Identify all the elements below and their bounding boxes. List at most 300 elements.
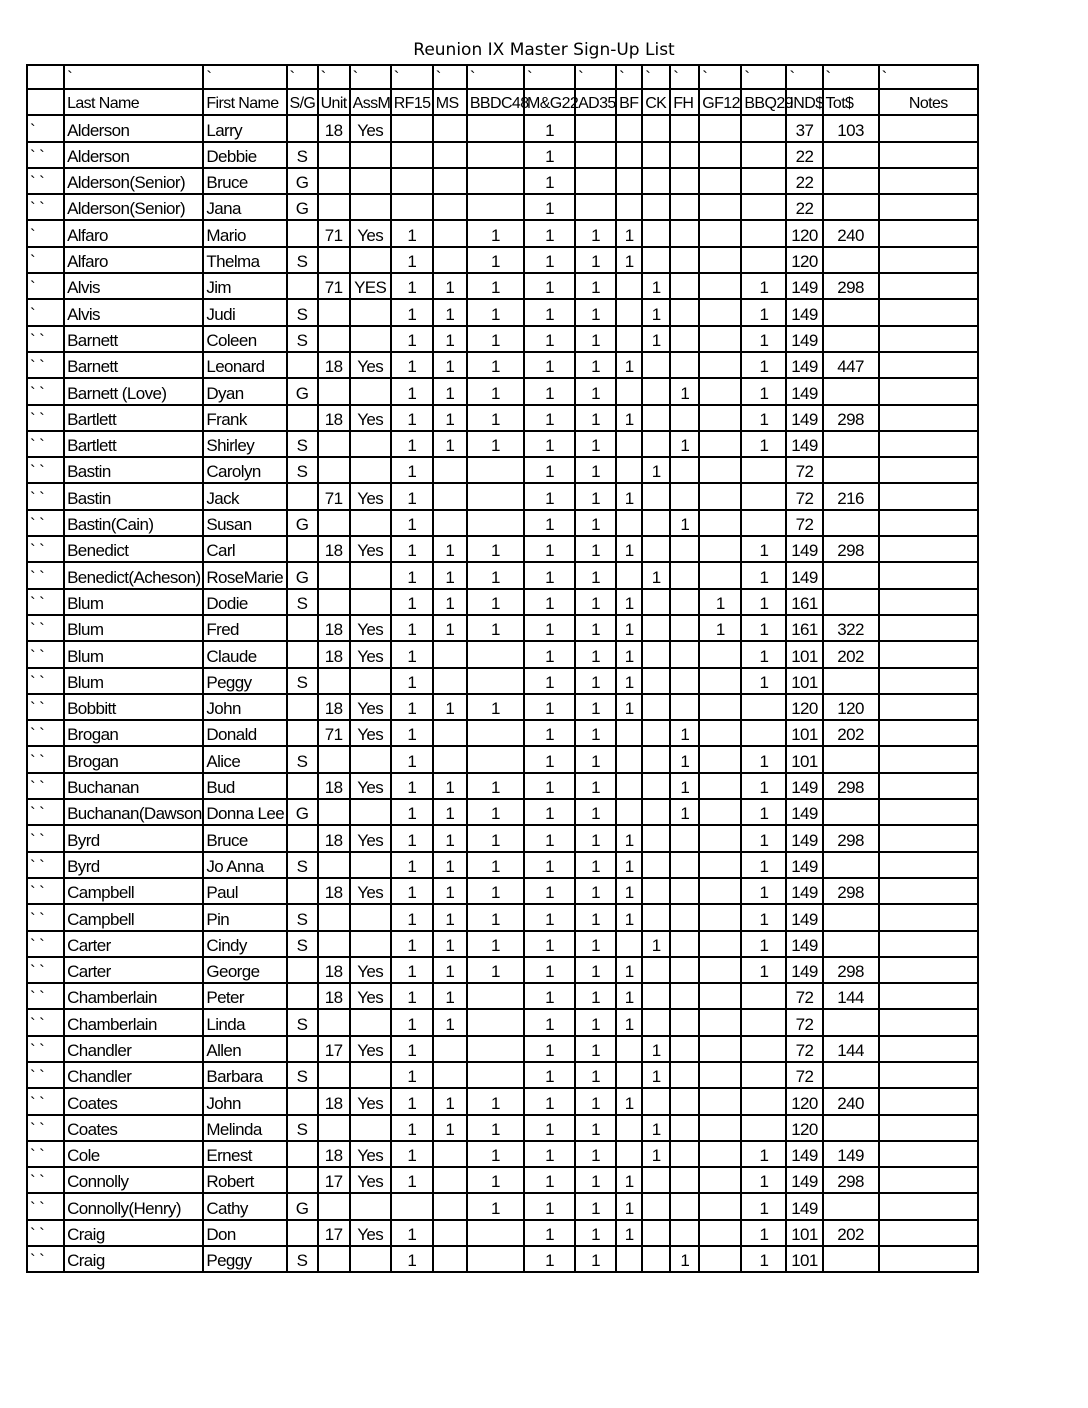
table-cell (287, 641, 318, 667)
table-cell (879, 220, 978, 246)
table-cell: RoseMarie (203, 562, 286, 588)
table-cell: 22 (786, 194, 822, 220)
table-cell (350, 904, 391, 930)
table-cell: ` (27, 299, 64, 325)
table-cell: 1 (524, 536, 575, 562)
table-cell: 72 (786, 483, 822, 509)
table-cell: 1 (391, 1009, 433, 1035)
table-cell: 149 (823, 1141, 879, 1167)
table-cell (823, 247, 879, 273)
column-header: BF (616, 89, 642, 115)
table-cell: S (287, 431, 318, 457)
column-header: CK (642, 89, 670, 115)
table-cell (879, 1167, 978, 1193)
table-cell (670, 352, 699, 378)
table-cell (699, 431, 741, 457)
table-cell: Connolly (64, 1167, 203, 1193)
table-cell: 1 (524, 352, 575, 378)
table-cell: 240 (823, 1088, 879, 1114)
table-cell: Bartlett (64, 431, 203, 457)
table-cell: Alderson (64, 142, 203, 168)
table-row (27, 904, 978, 930)
blank-cell: ` (350, 65, 391, 89)
table-cell (350, 431, 391, 457)
table-cell: 1 (575, 510, 616, 536)
table-cell: 1 (642, 1062, 670, 1088)
table-cell (616, 773, 642, 799)
table-cell: Blum (64, 668, 203, 694)
table-cell (642, 378, 670, 404)
table-cell: 1 (524, 852, 575, 878)
table-cell: 1 (391, 694, 433, 720)
table-row (27, 1088, 978, 1114)
table-cell: 1 (741, 878, 786, 904)
table-cell (467, 1036, 524, 1062)
table-cell: ` ` (27, 194, 64, 220)
table-row (27, 1193, 978, 1219)
table-cell (699, 641, 741, 667)
table-cell: 298 (823, 825, 879, 851)
table-cell: Bastin(Cain) (64, 510, 203, 536)
table-cell (318, 931, 350, 957)
table-cell (433, 746, 467, 772)
table-cell (467, 142, 524, 168)
table-row (27, 878, 978, 904)
table-cell: Leonard (203, 352, 286, 378)
table-cell: S (287, 142, 318, 168)
table-cell: 1 (524, 299, 575, 325)
table-cell: Susan (203, 510, 286, 536)
table-cell: Yes (350, 220, 391, 246)
table-cell (670, 589, 699, 615)
table-cell: 149 (786, 299, 822, 325)
table-cell (642, 878, 670, 904)
table-row (27, 799, 978, 825)
table-cell: 1 (433, 931, 467, 957)
table-cell (467, 457, 524, 483)
table-cell (699, 799, 741, 825)
table-cell (741, 1009, 786, 1035)
column-header: GF12 (699, 89, 741, 115)
table-cell: Shirley (203, 431, 286, 457)
table-cell: 1 (433, 852, 467, 878)
table-cell (350, 1062, 391, 1088)
table-cell (699, 720, 741, 746)
table-cell (318, 247, 350, 273)
table-row (27, 1115, 978, 1141)
table-cell: 120 (786, 247, 822, 273)
table-cell (287, 483, 318, 509)
table-cell: 1 (699, 589, 741, 615)
table-cell: Cathy (203, 1193, 286, 1219)
table-row (27, 405, 978, 431)
table-cell (699, 1167, 741, 1193)
table-cell: 1 (524, 773, 575, 799)
table-cell: 1 (467, 957, 524, 983)
table-cell: 149 (786, 405, 822, 431)
table-row (27, 1036, 978, 1062)
table-cell: Yes (350, 536, 391, 562)
table-cell (699, 1141, 741, 1167)
table-cell (287, 1141, 318, 1167)
table-cell: 1 (524, 273, 575, 299)
table-cell: 18 (318, 957, 350, 983)
table-cell: 71 (318, 483, 350, 509)
table-cell (879, 510, 978, 536)
table-cell: Yes (350, 1141, 391, 1167)
table-cell (670, 825, 699, 851)
table-cell: ` ` (27, 1009, 64, 1035)
table-cell: 1 (433, 378, 467, 404)
table-cell (642, 510, 670, 536)
table-cell (823, 168, 879, 194)
table-cell (318, 904, 350, 930)
table-cell (670, 562, 699, 588)
table-cell (670, 1193, 699, 1219)
table-cell: Melinda (203, 1115, 286, 1141)
table-row (27, 1246, 978, 1272)
table-cell: 1 (575, 483, 616, 509)
table-row (27, 168, 978, 194)
table-cell: 72 (786, 1036, 822, 1062)
table-cell: Jim (203, 273, 286, 299)
table-cell: 1 (524, 405, 575, 431)
blank-cell: ` (524, 65, 575, 89)
table-cell: 120 (786, 220, 822, 246)
table-cell: 1 (741, 299, 786, 325)
table-cell (318, 431, 350, 457)
table-cell: ` ` (27, 457, 64, 483)
column-header: S/G (287, 89, 318, 115)
table-cell: 1 (616, 904, 642, 930)
table-cell: 18 (318, 615, 350, 641)
table-cell: ` ` (27, 1193, 64, 1219)
table-cell (318, 142, 350, 168)
table-cell (670, 1009, 699, 1035)
table-cell: ` ` (27, 405, 64, 431)
table-cell (642, 431, 670, 457)
table-cell (350, 799, 391, 825)
table-cell: ` ` (27, 378, 64, 404)
table-cell (350, 247, 391, 273)
table-cell: Yes (350, 694, 391, 720)
table-row (27, 694, 978, 720)
table-cell: 18 (318, 536, 350, 562)
table-cell (879, 615, 978, 641)
table-cell: 202 (823, 720, 879, 746)
table-cell: Yes (350, 615, 391, 641)
table-cell (741, 510, 786, 536)
table-cell: ` ` (27, 615, 64, 641)
table-cell (879, 1193, 978, 1219)
table-cell: 1 (741, 405, 786, 431)
table-cell: 322 (823, 615, 879, 641)
table-cell: 1 (391, 773, 433, 799)
table-cell: 447 (823, 352, 879, 378)
table-cell: 149 (786, 431, 822, 457)
table-row (27, 615, 978, 641)
table-cell (616, 1141, 642, 1167)
table-cell (670, 668, 699, 694)
table-cell: 22 (786, 168, 822, 194)
table-cell: 1 (391, 589, 433, 615)
table-cell (642, 247, 670, 273)
table-cell: 1 (524, 220, 575, 246)
table-cell: Yes (350, 720, 391, 746)
column-header: First Name (203, 89, 286, 115)
table-cell (879, 773, 978, 799)
table-cell (670, 194, 699, 220)
table-cell (823, 852, 879, 878)
column-header: Last Name (64, 89, 203, 115)
table-cell: 1 (575, 1220, 616, 1246)
table-cell: G (287, 799, 318, 825)
table-cell: 120 (786, 1115, 822, 1141)
table-cell (879, 405, 978, 431)
table-cell: Byrd (64, 825, 203, 851)
table-cell: 1 (670, 746, 699, 772)
table-cell (879, 115, 978, 141)
table-cell: 1 (524, 1141, 575, 1167)
table-cell (879, 299, 978, 325)
table-cell: 1 (575, 1167, 616, 1193)
table-cell: ` ` (27, 983, 64, 1009)
table-cell: 1 (524, 957, 575, 983)
table-cell: 216 (823, 483, 879, 509)
table-cell: 1 (575, 1036, 616, 1062)
table-cell (823, 378, 879, 404)
table-cell: 1 (391, 1088, 433, 1114)
table-cell: Allen (203, 1036, 286, 1062)
table-cell (741, 1115, 786, 1141)
table-row (27, 825, 978, 851)
table-cell: 1 (575, 536, 616, 562)
blank-cell: ` (670, 65, 699, 89)
table-cell: 1 (575, 1062, 616, 1088)
table-cell: ` ` (27, 852, 64, 878)
table-cell (699, 746, 741, 772)
table-cell: 1 (467, 378, 524, 404)
table-cell: ` ` (27, 1167, 64, 1193)
table-cell: 1 (741, 326, 786, 352)
table-cell: Coates (64, 1115, 203, 1141)
table-cell: 1 (524, 326, 575, 352)
blank-cell: ` (699, 65, 741, 89)
table-cell (616, 299, 642, 325)
table-cell (670, 694, 699, 720)
table-cell: 1 (524, 1246, 575, 1272)
table-cell (318, 326, 350, 352)
table-cell: 1 (741, 615, 786, 641)
table-cell: 1 (642, 326, 670, 352)
table-cell: 1 (642, 299, 670, 325)
table-cell: 1 (391, 220, 433, 246)
table-row (27, 352, 978, 378)
table-cell (616, 1246, 642, 1272)
table-cell: 37 (786, 115, 822, 141)
table-cell: 1 (741, 352, 786, 378)
table-cell: S (287, 904, 318, 930)
table-cell: 1 (391, 536, 433, 562)
table-cell (670, 1036, 699, 1062)
table-cell (642, 694, 670, 720)
table-cell (616, 194, 642, 220)
table-cell (823, 142, 879, 168)
table-row (27, 746, 978, 772)
table-cell (433, 457, 467, 483)
table-cell: S (287, 326, 318, 352)
table-cell: 1 (433, 405, 467, 431)
table-cell (879, 1220, 978, 1246)
table-cell: G (287, 168, 318, 194)
table-cell: 149 (786, 536, 822, 562)
table-cell: Carter (64, 957, 203, 983)
blank-cell: ` (287, 65, 318, 89)
table-cell (433, 115, 467, 141)
table-cell (741, 457, 786, 483)
table-cell (642, 641, 670, 667)
table-cell: 149 (786, 1193, 822, 1219)
table-cell: 161 (786, 615, 822, 641)
table-cell: 1 (575, 1088, 616, 1114)
table-cell (879, 983, 978, 1009)
table-cell (467, 168, 524, 194)
table-cell: 1 (616, 615, 642, 641)
table-cell (433, 247, 467, 273)
table-cell (879, 1062, 978, 1088)
table-cell: 17 (318, 1220, 350, 1246)
table-cell (741, 142, 786, 168)
table-cell (670, 1062, 699, 1088)
table-cell: 1 (575, 1115, 616, 1141)
table-cell: 1 (433, 957, 467, 983)
table-cell (287, 405, 318, 431)
table-cell: 72 (786, 983, 822, 1009)
table-cell: 1 (467, 1115, 524, 1141)
table-cell (642, 1088, 670, 1114)
column-header: Unit (318, 89, 350, 115)
table-cell: ` (27, 115, 64, 141)
column-header: M&G22 (524, 89, 575, 115)
table-cell: ` (27, 220, 64, 246)
table-cell: 1 (741, 1220, 786, 1246)
table-cell (287, 115, 318, 141)
table-cell (879, 904, 978, 930)
table-cell (699, 142, 741, 168)
table-cell: 1 (575, 773, 616, 799)
table-cell: 1 (433, 273, 467, 299)
table-cell (670, 957, 699, 983)
table-cell (467, 115, 524, 141)
table-cell: 1 (524, 1036, 575, 1062)
table-cell (741, 1088, 786, 1114)
table-cell: Barbara (203, 1062, 286, 1088)
table-cell (879, 142, 978, 168)
blank-cell: ` (741, 65, 786, 89)
table-cell (616, 1036, 642, 1062)
table-cell: Yes (350, 878, 391, 904)
table-cell: Pin (203, 904, 286, 930)
table-cell (318, 457, 350, 483)
blank-cell: ` (616, 65, 642, 89)
table-cell: S (287, 1115, 318, 1141)
table-cell: ` ` (27, 957, 64, 983)
table-cell: Alfaro (64, 247, 203, 273)
table-cell: 1 (524, 615, 575, 641)
table-cell: Yes (350, 773, 391, 799)
table-cell (616, 510, 642, 536)
table-cell: ` ` (27, 746, 64, 772)
table-cell (391, 1193, 433, 1219)
table-cell (699, 1246, 741, 1272)
table-cell: Peggy (203, 1246, 286, 1272)
table-cell: 1 (391, 746, 433, 772)
table-cell: ` ` (27, 668, 64, 694)
column-header: AD35 (575, 89, 616, 115)
table-cell (879, 825, 978, 851)
table-cell: 1 (524, 904, 575, 930)
table-cell: 149 (786, 1167, 822, 1193)
table-cell: 1 (575, 589, 616, 615)
table-cell: 1 (467, 694, 524, 720)
table-cell: Coleen (203, 326, 286, 352)
table-cell: Alfaro (64, 220, 203, 246)
table-cell: 1 (467, 1088, 524, 1114)
column-header: MS (433, 89, 467, 115)
table-cell (642, 825, 670, 851)
table-cell: 1 (616, 1167, 642, 1193)
table-cell (823, 904, 879, 930)
table-cell (616, 931, 642, 957)
table-cell: 120 (786, 1088, 822, 1114)
table-cell (741, 194, 786, 220)
table-cell: Alvis (64, 273, 203, 299)
table-cell: 149 (786, 904, 822, 930)
table-cell: 1 (741, 431, 786, 457)
table-row (27, 510, 978, 536)
table-cell (433, 168, 467, 194)
table-cell: Barnett (64, 326, 203, 352)
table-cell (670, 878, 699, 904)
table-cell: 149 (786, 352, 822, 378)
table-cell: Dyan (203, 378, 286, 404)
table-cell: Paul (203, 878, 286, 904)
table-cell (741, 115, 786, 141)
table-cell (699, 1220, 741, 1246)
table-cell (433, 1141, 467, 1167)
column-header (27, 89, 64, 115)
table-cell (879, 720, 978, 746)
table-cell: 101 (786, 641, 822, 667)
table-cell (287, 615, 318, 641)
table-cell (699, 168, 741, 194)
table-cell: 149 (786, 799, 822, 825)
table-cell: ` ` (27, 878, 64, 904)
table-cell (616, 431, 642, 457)
table-cell (879, 378, 978, 404)
table-cell: 298 (823, 273, 879, 299)
column-header: BBDC48 (467, 89, 524, 115)
table-cell (699, 852, 741, 878)
table-cell (879, 194, 978, 220)
table-cell (699, 562, 741, 588)
table-cell: 17 (318, 1167, 350, 1193)
table-cell: 1 (575, 247, 616, 273)
table-cell (699, 220, 741, 246)
table-cell: 1 (467, 878, 524, 904)
table-cell (350, 852, 391, 878)
table-row (27, 142, 978, 168)
